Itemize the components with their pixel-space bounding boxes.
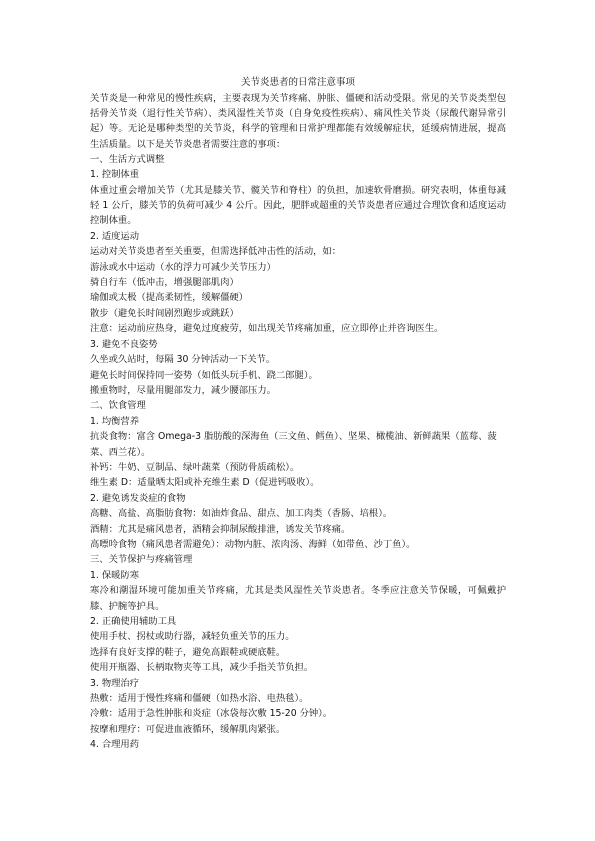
paragraph-weight-control: 体重过重会增加关节（尤其是膝关节、髋关节和脊柱）的负担，加速软骨磨损。研究表明，体重每减轻 1 公斤，膝关节的负荷可减少 4 公斤。因此，肥胖或超重的关节炎患者应通过合理饮食和适度运动控制体重。	[90, 184, 506, 227]
subheading-keep-warm: 1. 保暖防寒	[90, 569, 140, 581]
section-heading-diet: 二、饮食管理	[90, 400, 146, 412]
document-page	[90, 76, 506, 753]
list-item: 避免长时间保持同一姿势（如低头玩手机、跷二郎腿）。	[90, 369, 318, 381]
list-item: 使用手杖、拐杖或助行器，减轻负重关节的压力。	[90, 631, 295, 643]
list-item: 抗炎食物：富含 Omega-3 脂肪酸的深海鱼（三文鱼、鳕鱼）、坚果、橄榄油、新鲜蔬果（蓝莓、菠菜、西兰花）。	[90, 431, 497, 458]
list-item: 冷敷：适用于急性肿胀和炎症（冰袋每次敷 15-20 分钟）。	[90, 708, 333, 720]
subheading-physical-therapy: 3. 物理治疗	[90, 677, 140, 689]
list-item: 骑自行车（低冲击，增强腿部肌肉）	[90, 277, 239, 289]
exercise-lead: 运动对关节炎患者至关重要，但需选择低冲击性的活动，如：	[90, 246, 342, 258]
list-item: 游泳或水中运动（水的浮力可减少关节压力）	[90, 261, 276, 273]
list-item: 久坐或久站时，每隔 30 分钟活动一下关节。	[90, 354, 276, 366]
subheading-assistive-tools: 2. 正确使用辅助工具	[90, 616, 177, 627]
exercise-note: 注意：运动前应热身，避免过度疲劳，如出现关节疼痛加重，应立即停止并咨询医生。	[90, 323, 444, 335]
subheading-weight-control: 1. 控制体重	[90, 169, 140, 181]
paragraph-keep-warm: 寒冷和潮湿环境可能加重关节疼痛，尤其是类风湿性关节炎患者。冬季应注意关节保暖，可佩戴护膝、护腕等护具。	[90, 585, 506, 612]
list-item: 维生素 D：适量晒太阳或补充维生素 D（促进钙吸收）。	[90, 477, 320, 489]
subheading-balanced-nutrition: 1. 均衡营养	[90, 415, 140, 427]
section-heading-joint-protection: 三、关节保护与疼痛管理	[90, 554, 193, 566]
list-item: 高糖、高盐、高脂肪食物：如油炸食品、甜点、加工肉类（香肠、培根）。	[90, 508, 393, 520]
list-item: 补钙：牛奶、豆制品、绿叶蔬菜（预防骨质疏松）。	[90, 461, 300, 473]
list-item: 使用开瓶器、长柄取物夹等工具，减少手指关节负担。	[90, 662, 314, 674]
subheading-medication: 4. 合理用药	[90, 739, 140, 751]
list-item: 按摩和理疗：可促进血液循环，缓解肌肉紧张。	[90, 723, 286, 735]
list-item: 瑜伽或太极（提高柔韧性，缓解僵硬）	[90, 292, 249, 304]
section-heading-lifestyle: 一、生活方式调整	[90, 153, 165, 165]
subheading-avoid-foods: 2. 避免诱发炎症的食物	[90, 492, 186, 504]
list-item: 散步（避免长时间剧烈跑步或跳跃）	[90, 307, 239, 319]
list-item: 高嘌呤食物（痛风患者需避免）：动物内脏、浓肉汤、海鲜（如带鱼、沙丁鱼）。	[90, 538, 416, 550]
subheading-exercise: 2. 适度运动	[90, 230, 140, 242]
intro-paragraph: 关节炎是一种常见的慢性疾病，主要表现为关节疼痛、肿胀、僵硬和活动受限。常见的关节炎类型包括骨关节炎（退行性关节病）、类风湿性关节炎（自身免疫性疾病）、痛风性关节炎（尿酸代谢异常引起）等。无论是哪种类型的关节炎，科学的管理和日常护理都能有效缓解症状，延缓病情进展，提高生活质量。以下是关节炎患者需要注意的事项：	[90, 93, 506, 150]
document-title: 关节炎患者的日常注意事项	[240, 77, 355, 88]
list-item: 选择有良好支撑的鞋子，避免高跟鞋或硬底鞋。	[90, 646, 286, 658]
list-item: 搬重物时，尽量用腿部发力，减少腰部压力。	[90, 384, 276, 396]
list-item: 热敷：适用于慢性疼痛和僵硬（如热水浴、电热毯）。	[90, 693, 309, 705]
list-item: 酒精：尤其是痛风患者，酒精会抑制尿酸排泄，诱发关节疼痛。	[90, 523, 351, 535]
subheading-posture: 3. 避免不良姿势	[90, 338, 158, 350]
